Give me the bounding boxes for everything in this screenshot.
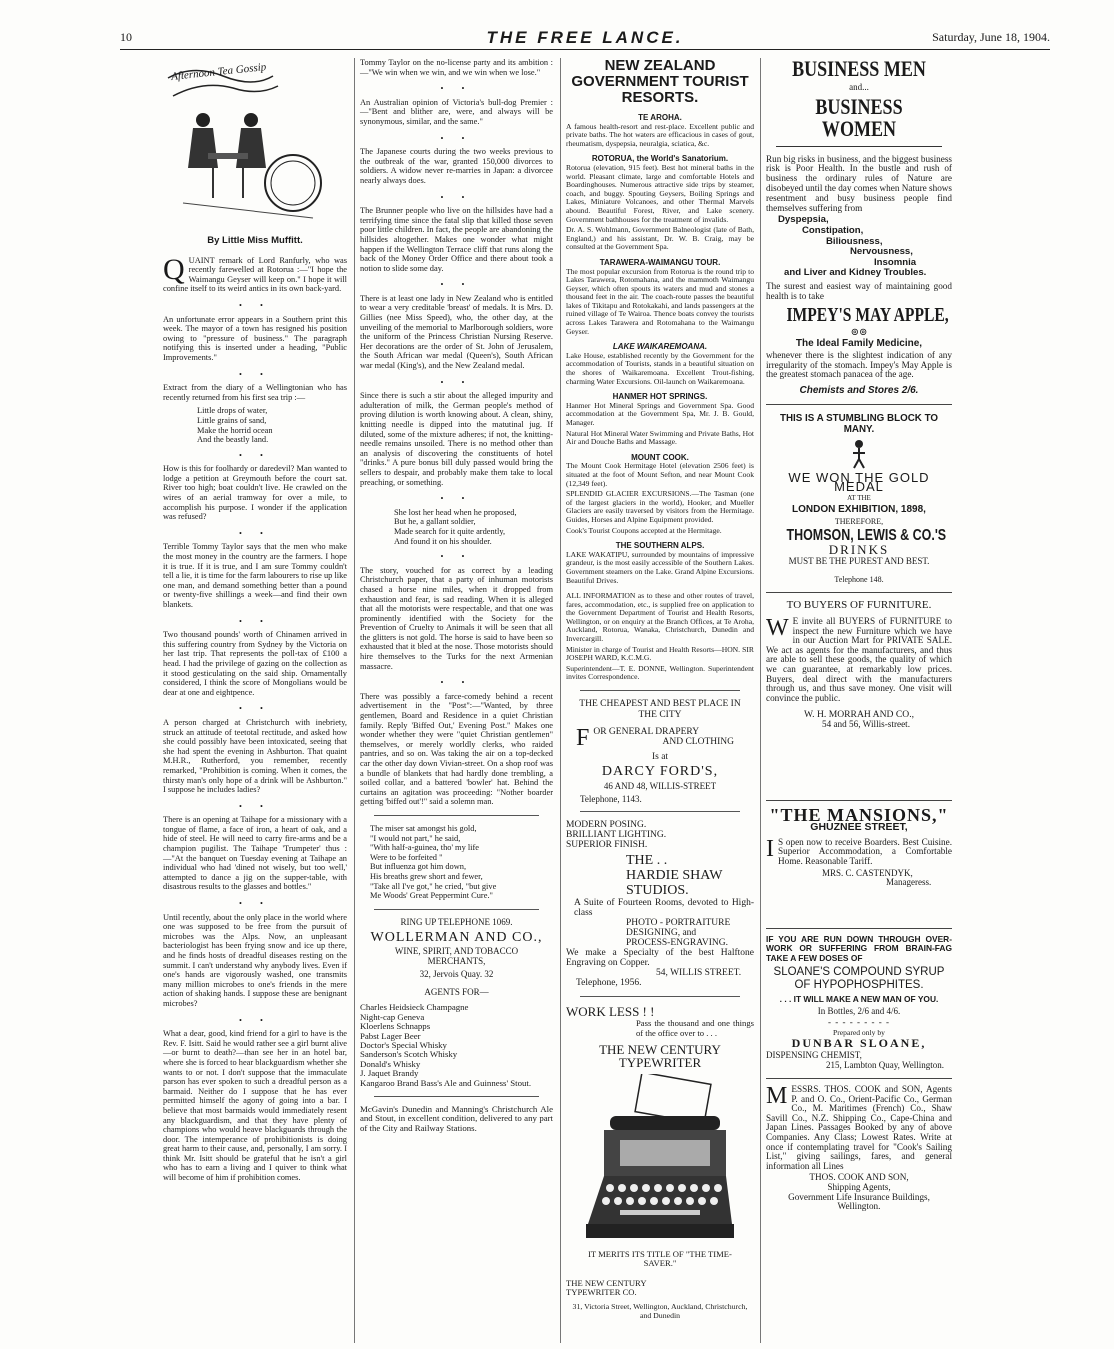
ad-line: 54, WILLIS STREET.: [656, 968, 742, 979]
typewriter-illustration: [580, 1074, 740, 1246]
poem-line: "With half-a-guinea, tho' my life: [370, 843, 480, 853]
ad-line: MRS. C. CASTENDYK,: [822, 867, 913, 878]
ad-line: OR GENERAL DRAPERY: [593, 727, 700, 738]
list-item: Nervousness,: [850, 246, 913, 258]
poem-line: Little grains of sand,: [197, 415, 267, 425]
ad-sloane-top: IF YOU ARE RUN DOWN THROUGH OVER-WORK OR SUFFERING FROM BRAIN-FAG TAKE A FEW DOSES OF: [766, 933, 952, 963]
poem-line: Make the horrid ocean: [197, 425, 273, 435]
ad-darcy-name: DARCY FORD'S,: [601, 763, 719, 779]
ad-line: Pass the thousand and one things of the office over to . . .: [636, 1018, 754, 1038]
ad-line: Chemists and Stores 2/6.: [799, 385, 919, 397]
ailments-list: [766, 215, 952, 279]
paragraph: Lake House, established recently by the Government for the accommodation of Tourists, stands in a beautiful situation on the shores of Waikaremoana. Excellent Trout-fishing, charming Water Excursions. Oil-launch on Waikaremoana.: [566, 350, 754, 386]
paragraph: S open now to receive Boarders. Best Cuisine. Superior Accommodation, a Comfortable Home. Reasonable Tariff.: [778, 836, 952, 866]
list-item: J. Jaquet Brandy: [360, 1068, 419, 1079]
separator: • •: [239, 801, 271, 811]
list-item: Sanderson's Scotch Whisky: [360, 1049, 458, 1060]
ad-line: Telephone, 1956.: [576, 978, 642, 989]
paragraph: ALL INFORMATION as to these and other routes of travel, fares, accommodation, etc., is supplied free on application to the Government Department of Tourist and Health Resorts, Wellington, or on enquiry at the Branch Offices, at Te Aroha, Auckland, Rotorua, Wanaka, Christchurch, Dunedin and Invercargill.: [566, 591, 754, 644]
separator: • •: [440, 84, 473, 94]
ad-darcy-lines: [576, 725, 754, 752]
ad-line: W. H. MORRAH AND CO.,: [804, 709, 914, 721]
separator: • •: [239, 528, 271, 538]
logo-lettering: Afternoon Tea Gossip: [170, 61, 267, 83]
paragraph: E invite all BUYERS of FURNITURE to inspect the new Furniture which we have in our Auction Mart for PRIVATE SALE. We act as agents for the manufacturers, and thus are able to sell these goods, the quality of which we can guarantee, at remarkably low prices. Buyers, deal direct with the manufacturers through us, and thus save money. One visit will convince the public.: [766, 616, 952, 703]
ad-line: Prepared only by: [833, 1027, 885, 1037]
ad-line: DISPENSING CHEMIST,: [766, 1049, 862, 1060]
header-rule: [120, 49, 1050, 50]
paragraph: There is an opening at Taihape for a missionary with a tongue of flame, a face of iron, a heart of oak, and a hide of steel. He will need to carry fire-arms and be a champion pugilist. The Taihape 'Trumpeter' thus :—"At the banquet on Tuesday evening at Taihape an individual who had 'dined not wisely, but too well,' attempted to dance a jig on the supper-table, with disastrous results to the glasses and bottles.": [163, 815, 347, 892]
list-item: Biliousness,: [826, 235, 883, 247]
ad-gold-medal: WE WON THE GOLD MEDAL: [788, 469, 930, 495]
paragraph: Tommy Taylor on the no-license party and its ambition :—"We win when we win, and we win when we lose.": [360, 58, 553, 77]
drop-cap: I: [766, 835, 774, 862]
column-divider: [354, 58, 355, 1343]
separator: • •: [440, 678, 473, 688]
list-item: Insomnia: [874, 256, 917, 268]
paragraph: UAINT remark of Lord Ranfurly, who was recently farewelled at Rotorua :—"I hope the Waimangu Geyser will keep on." I hope it will confine itself to its weird antics in its own back-yard.: [163, 255, 347, 294]
poem-line: Me Woods' Great Peppermint Cure.": [370, 891, 493, 901]
separator: • •: [239, 616, 271, 626]
paragraph: The Brunner people who live on the hillsides have had a terrifying time since the fatal slip that killed those seven poor little children. In fact, the people are abandoning the hillsides altogether. Makes one wonder what might happen if the Wellington Terrace cliff that runs along the back of the Money Order Office and there about took a notion to slide some day.: [360, 206, 553, 273]
paragraph: An Australian opinion of Victoria's bull-dog Premier :—"Bent and blither are, were, and always will be synonymous, similar, and the same.": [360, 97, 553, 126]
ad-line: AT THE: [847, 493, 871, 502]
paragraph: Minister in charge of Tourist and Health Resorts—HON. SIR JOSEPH WARD, K.C.M.G.: [566, 644, 754, 663]
drop-cap: M: [766, 1083, 788, 1110]
poem-line: "Take all I've got," he cried, "but give: [370, 881, 497, 891]
byline: By Little Miss Muffitt.: [207, 235, 303, 246]
list-item: Night-cap Geneva: [360, 1011, 425, 1022]
list-item: Charles Heidsieck Champagne: [360, 1002, 469, 1013]
ad-mcgavin: McGavin's Dunedin and Manning's Christchurch Ale and Stout, in excellent condition, delivered to any part of the City and Railway Stations.: [360, 1103, 553, 1133]
paragraph: Hanmer Hot Mineral Springs and Government Spa. Good accommodation at the Government Spa, Mr. J. B. Gould, Manager.: [566, 400, 754, 427]
ad-thomson-lewis: THOMSON, LEWIS & CO.'S: [786, 526, 947, 544]
paragraph: How is this for foolhardy or daredevil? Man wanted to lodge a petition at Greymouth before the court sat. River too high; boat couldn't live. He crawled on the wires of an aerial tramway for over a mile, to accomplish his purpose. I wonder if the application was refused?: [163, 464, 347, 522]
issue-date: Saturday, June 18, 1904.: [932, 30, 1050, 44]
ad-line: PROCESS-ENGRAVING.: [626, 938, 728, 949]
separator: • •: [440, 494, 473, 504]
separator: • •: [440, 133, 473, 143]
poem-line: Were to be forfeited ": [370, 852, 443, 862]
paragraph: The story, vouched for as correct by a leading Christchurch paper, that a party of inhuman motorists chased a horse nine miles, when it dropped from exhaustion and fear, is sad reading. When it is alleged that all the motorists were respectable, and that one was prominently identified with the Society for the Prevention of Cruelty to Animals it will be seen that all the glitters is not gold. The horse is said to have been so exhausted that it bled at the nose. Those motorists should hire themselves to the Turks for the next Armenian massacre.: [360, 565, 553, 671]
list-item: Donald's Whisky: [360, 1058, 421, 1069]
ad-line: Telephone 148.: [834, 574, 884, 584]
poem-line: And the beastly land.: [197, 435, 269, 445]
ad-line: Shipping Agents,: [827, 1182, 891, 1193]
paragraph: A person charged at Christchurch with inebriety, struck an attitude of teetotal rectitude, and asked how she could possibly have been intoxicated, seeing that she had spent the evening in Ashburton. That quaint M.H.R., Rutherford, you remember, recently remarked, "Prohibition is coming. When it comes, the thirsty man's only hope of a drink will be Ashburton." I suppose he includes ladies?: [163, 717, 347, 795]
ad-line: THOS. COOK AND SON,: [809, 1172, 909, 1183]
ad-line: . . . IT WILL MAKE A NEW MAN OF YOU.: [779, 993, 939, 1004]
separator: • •: [440, 552, 473, 562]
paragraph: Natural Hot Mineral Water Swimming and Private Baths, Hot Air and Douche Baths and Massage.: [566, 428, 754, 447]
ad-line: DRINKS: [828, 541, 890, 557]
ad-line: THE NEW CENTURY: [566, 1277, 647, 1288]
poem: [370, 824, 553, 901]
separator: • •: [440, 377, 473, 387]
paragraph: Rotorua (elevation, 915 feet). Best hot mineral baths in the world. Pleasant climate, large and comfortable Hotels and Boardinghouses. Numerous attractive side trips by steamer, coach, and buggy. Spouting Geysers, Boiling Springs and Lakes, Miniature Volcanoes, and other Thermal Marvels abound. Beautiful Forest, River, and Lake scenery. Government bathhouses for the treatment of invalids.: [566, 162, 754, 224]
ad-line: GHUZNEE STREET,: [810, 821, 908, 834]
ad-line: 54 and 56, Willis-street.: [822, 718, 911, 729]
separator: • •: [239, 300, 271, 310]
section-heading: TARAWERA-WAIMANGU TOUR.: [599, 257, 721, 267]
paragraph: The Mount Cook Hermitage Hotel (elevation 2506 feet) is situated at the foot of Mount Sefton, and near Mount Cook (12,349 feet).: [566, 461, 754, 488]
figure-icon: [849, 439, 869, 469]
separator: • •: [239, 899, 271, 909]
ad-line: HARDIE SHAW: [626, 868, 723, 884]
paragraph: Until recently, about the only place in the world where one was supposed to be free from the pursuit of microbes was the Alps. Now, an unpleasant bacteriologist has been frying snow and ice up there, and he finds hosts of dreadful diseases resting on the summit. I can't understand why anybody lives. Even if one's hands are vigorously washed, one transmits many million microbes to one's friends in the mere action of shaking hands. I suppose these are benignant microbes?: [163, 912, 347, 1008]
poem-line: But influenza got him down,: [370, 862, 467, 872]
paragraph: ESSRS. THOS. COOK and SON, Agents P. and O. Co., Orient-Pacific Co., German Co., M. Maritimes (French) Co., Shaw Savill Co., N.Z. Shipping Co., Cape-China and Japan Lines. Passages Booked by any of above Companies. Any Class; Lowest Rates. Write at once if contemplating travel for "Cook's Sailing List," giving sailings, fares, and general information all Lines: [766, 1084, 952, 1171]
ad-line: and...: [849, 82, 869, 92]
poem-line: She lost her head when he proposed,: [394, 507, 517, 517]
paragraph: The surest and easiest way of maintaining good health is to take: [766, 280, 952, 301]
paragraph: SPLENDID GLACIER EXCURSIONS.—The Tasman (one of the largest glaciers in the world), Hooker, and Mueller Glaciers are easily traversed by visitors from the Hermitage. Guides, Horses and Alpine Equipment provided.: [566, 489, 754, 524]
page-number: 10: [120, 30, 132, 44]
ad-furniture-heading: TO BUYERS OF FURNITURE.: [786, 599, 932, 612]
ad-darcy-top: THE CHEAPEST AND BEST PLACE IN THE CITY: [579, 699, 741, 721]
paragraph: Extract from the diary of a Wellingtonian who has recently returned from his first sea trip :—: [163, 383, 347, 402]
paragraph: LAKE WAKATIPU, surrounded by mountains of impressive grandeur, is the most easily accessible of the Southern Lakes. Government steamers on the Lake. Grand Alpine Excursions. Beautiful Drives.: [566, 549, 754, 585]
ad-line: BRILLIANT LIGHTING.: [566, 830, 667, 841]
poem-line: And found it on his shoulder.: [394, 536, 492, 546]
ad-line: Telephone, 1143.: [580, 793, 642, 804]
paragraph: Run big risks in business, and the biggest business risk is Poor Health. In the bustle and rush of business the ordinary rules of Nature are disobeyed until the day comes when Nature shows resentment and busy business people find themselves suffering from: [766, 153, 953, 213]
poem-line: The miser sat amongst his gold,: [370, 823, 477, 833]
list-item: Doctor's Special Whisky: [360, 1039, 447, 1050]
drop-cap: Q: [163, 252, 185, 286]
poem-line: "I would not part," he said,: [370, 833, 461, 843]
ad-line: Is at: [651, 752, 669, 763]
list-item: Dyspepsia,: [778, 214, 829, 226]
ad-typewriter: [566, 1005, 754, 1320]
ad-line: THEREFORE,: [834, 517, 884, 527]
ad-line: TYPEWRITER CO.: [566, 1287, 637, 1298]
ad-line: A Suite of Fourteen Rooms, devoted to High-class: [574, 898, 754, 919]
poem-line: Made search for it quite ardently,: [394, 526, 506, 536]
ad-business-men: BUSINESS MEN: [792, 56, 926, 81]
ad-line: SUPERIOR FINISH.: [566, 840, 648, 851]
paragraph: There is at least one lady in New Zealand who is entitled to wear a very creditable 'breast' of medals. It is Mrs. D. Gillies (nee Miss Speed), who, the other day, at the unveiling of the memorial to Marlborough soldiers, wore the uniform of the Princess Christian Nursing Reserve. Her decorations are the order of St. John of Jerusalem, the South African war medal (Queen's), South African war medal (King's), and the New Zealand medal.: [360, 293, 553, 371]
ad-line: LONDON EXHIBITION, 1898,: [792, 504, 926, 516]
ad-line: WORK LESS ! !: [566, 1004, 655, 1020]
paragraph: A famous health-resort and rest-place. Excellent public and private baths. The hot waters are efficacious in cases of gout, rheumatism, dyspepsia, neuralgia, sciatica, &c.: [566, 121, 754, 148]
separator: • •: [239, 369, 271, 379]
ad-business-women: BUSINESS WOMEN: [815, 93, 903, 141]
advert-column: [766, 58, 952, 1212]
ornament-icon: ⊚⊚: [850, 326, 868, 338]
list-item: Kangaroo Brand Bass's Ale and Guinness' Stout.: [360, 1077, 532, 1088]
poem-line: His breaths grew short and fewer,: [370, 871, 483, 881]
ad-line: 46 AND 48, WILLIS-STREET: [603, 781, 717, 792]
list-item: and Liver and Kidney Troubles.: [784, 267, 927, 279]
page-header: [120, 28, 1050, 46]
separator: • •: [239, 704, 271, 714]
paragraph: Two thousand pounds' worth of Chinamen arrived in this suffering country from Sydney by the Victoria on her last trip. That represents the poll-tax of £100 a head. I had the privilege of gazing on the collection as it stood gesticulating on the said ship. Ornamentally considered, I think the score of Mongolians would be dear at one and eightpence.: [163, 630, 347, 697]
agent-list: [360, 1003, 553, 1088]
ad-stumbling-block: THIS IS A STUMBLING BLOCK TO MANY.: [779, 412, 939, 435]
poem-line: But he, a gallant soldier,: [394, 517, 476, 527]
drop-cap: F: [576, 725, 590, 752]
ad-mansions: "THE MANSIONS,": [769, 804, 949, 825]
paragraph: Superintendent—T. E. DONNE, Wellington. Superintendent invites Correspondence.: [566, 663, 754, 682]
ad-line: The Ideal Family Medicine,: [795, 338, 923, 350]
ad-line: THE . .: [626, 853, 668, 869]
ad-line: IT MERITS ITS TITLE OF "THE TIME-SAVER.": [588, 1248, 732, 1269]
dash-rule: - - - - - - - - -: [828, 1017, 890, 1028]
ad-wollerman-address: 32, Jervois Quay. 32: [419, 969, 494, 980]
ad-line: DESIGNING, and: [626, 928, 697, 939]
ad-line: 215, Lambton Quay, Wellington.: [826, 1059, 945, 1070]
ad-line: In Bottles, 2/6 and 4/6.: [817, 1005, 901, 1016]
poem: [197, 406, 347, 444]
ad-sloane-name: SLOANE'S COMPOUND SYRUP OF HYPOPHOSPHITES.: [773, 965, 945, 991]
ad-dunbar: DUNBAR SLOANE,: [791, 1036, 927, 1051]
section-heading: MOUNT COOK.: [631, 452, 689, 462]
section-heading: ROTORUA, the World's Sanatorium.: [591, 154, 729, 164]
ad-line: MUST BE THE PUREST AND BEST.: [788, 556, 930, 567]
ad-line: PHOTO - PORTRAITURE: [626, 918, 731, 929]
notes-column: [360, 58, 553, 1140]
poem-line: Little drops of water,: [197, 406, 268, 416]
ad-line: We make a Specialty of the best Halftone Engraving on Copper.: [566, 948, 754, 969]
ad-wollerman-name: WOLLERMAN AND CO.,: [370, 930, 543, 946]
section-heading: TE AROHA.: [638, 113, 682, 122]
ad-line: Manageress.: [886, 877, 932, 888]
list-item: Constipation,: [802, 224, 864, 236]
column-divider: [760, 58, 761, 1343]
drop-cap: W: [766, 615, 789, 642]
ad-wollerman-sub: WINE, SPIRIT, AND TOBACCO MERCHANTS,: [394, 945, 519, 966]
paragraph: Terrible Tommy Taylor says that the men who make the most money in the country are the farmers. I hope it is true. If it is true, and I am sure Tommy couldn't tell a lie, it is time for the farm labourers to rise up like one man, and demand something better than a pound or twenty-five shillings a week—and find their own blankets.: [163, 542, 347, 609]
separator: • •: [239, 1015, 271, 1025]
ad-line: AND CLOTHING: [662, 737, 734, 748]
paragraph: An unfortunate error appears in a Southern print this week. The mayor of a town has resigned his position owing to "pressure of business." The paragraph notifying this is inserted under a heading, "Public Improvements.": [163, 314, 347, 362]
paragraph: The most popular excursion from Rotorua is the round trip to Lakes Tarawera, Rotomahana, and the mammoth Waimangu Geyser, which often spouts its waters and mud and stones a thousand feet in the air. The coach-route passes the beautiful lakes of Tikitapu and Rotokakahi, and lands passengers at the ruined village of Te Wairoa. Thence boats convey the tourists across Lakes Tarawera and Rotomahana to the Waimangu Geyser.: [566, 266, 754, 336]
list-item: Pabst Lager Beer: [360, 1030, 421, 1041]
ad-line: Government Life Insurance Buildings, Wellington.: [788, 1191, 930, 1212]
separator: • •: [239, 450, 271, 460]
tourist-column: [566, 58, 754, 1320]
section-heading: LAKE WAIKAREMOANA.: [612, 342, 708, 352]
ad-agents-heading: AGENTS FOR—: [424, 986, 489, 997]
section-heading: HANMER HOT SPRINGS.: [612, 392, 708, 402]
afternoon-tea-logo: [163, 58, 347, 230]
ad-hardie: [566, 820, 754, 988]
paragraph: The Japanese courts during the two weeks previous to the outbreak of the war, granted 150,000 divorces to soldiers. A widow never re-marries in Japan: a divorcee nearly always does.: [360, 147, 553, 185]
paragraph: whenever there is the slightest indication of any irregularity of the stomach. Impey's May Apple is the greatest stomach panacea of the age.: [766, 349, 952, 380]
ad-impey: IMPEY'S MAY APPLE,: [786, 303, 949, 326]
section-heading: THE SOUTHERN ALPS.: [615, 541, 705, 551]
ad-line: THE NEW CENTURY: [599, 1041, 721, 1057]
paragraph: There was possibly a farce-comedy behind a recent advertisement in the "Post":—"Wanted, by three gentlemen, Board and Residence in a quiet Christian family. Reply 'Biffed Out,' Evening Post." Makes one wonder whether they were "quiet Christian gentlemen" themselves, or merely worldly clerks, who raided pantries, and so on. Was taking the air on a top-decked car the other day down Vivian-street. On a shop roof was a bundle of blankets that had hardly done trembling, a soiled collar, and a battered 'bowler' hat. Behind the curtains an agitation was proceeding: "Nother boarder getting 'biffed out'!" said a solemn man.: [360, 691, 553, 807]
paragraph: Cook's Tourist Coupons accepted at the Hermitage.: [566, 525, 722, 535]
paragraph: Since there is such a stir about the alleged impurity and adulteration of milk, the German people's method of proving dilution is worth knowing about. A clean, shiny, knitting needle is dipped into the matutinal jug. If diluted, some of the mixture adheres; if not, the knitting-needle remains unsoiled. There is no method other than an analysis of discovering the constituents of hotel "drinks." A pure bonus bill duly passed would bring the sellers to despair, and probably make them take to local preaching, or something.: [360, 391, 553, 487]
paragraph: Dr. A. S. Wohlmann, Government Balneologist (late of Bath, England,) and his assistant, Dr. W. B. Craig, may be consulted at the Government Spa.: [566, 225, 754, 252]
tourist-title: NEW ZEALAND GOVERNMENT TOURIST RESORTS.: [571, 57, 749, 106]
poem: [394, 508, 553, 546]
separator: • •: [440, 280, 473, 290]
ad-line: 31, Victoria Street, Wellington, Auckland, Christchurch, and Dunedin: [572, 1301, 748, 1320]
ad-line: STUDIOS.: [626, 883, 689, 899]
ad-ring: RING UP TELEPHONE 1069.: [400, 916, 513, 927]
list-item: Kloerlens Schnapps: [360, 1021, 431, 1032]
newspaper-title: THE FREE LANCE.: [486, 28, 684, 47]
ad-line: TYPEWRITER: [618, 1054, 702, 1070]
column-divider: [560, 58, 561, 1343]
gossip-column: [163, 58, 347, 1190]
paragraph: What a dear, good, kind friend for a girl to have is the Rev. F. Isitt. Said he would rather see a girl burnt alive—or burnt to death?—than see her in an hotel bar, where she is forced to hear blackguardism whether she wants to or not. I don't suppose that the immaculate parson has ever spoken to such a dreadful person as a barmaid. Neither do I suppose that he has ever permitted himself the agony of going into a bar. I believe that most barmaids would immediately resent any blackguardism, and that they have plenty of champions who would heave blackguards through the door. The intemperance of prohibitionists is doing great harm to their cause, and, personally, I am sorry. I think Mr. Isitt should be grateful that he isn't a girl who has to earn a living and I quiver to think what will become of him if prohibition comes.: [163, 1029, 347, 1183]
ad-line: MODERN POSING.: [566, 820, 647, 831]
separator: • •: [440, 192, 473, 202]
